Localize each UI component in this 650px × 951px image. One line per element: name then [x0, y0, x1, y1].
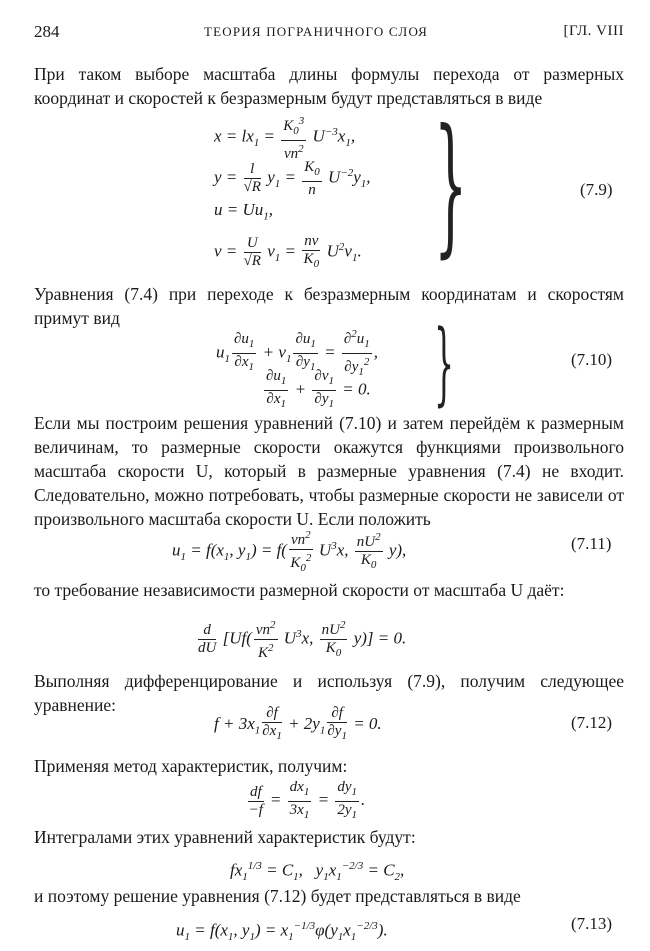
paragraph-5: Выполняя дифференцирование и используя (7.9), получим следующее уравнение: [34, 671, 624, 715]
eq-7-11-number: (7.11) [571, 534, 612, 553]
paragraph-4: то требование независимости размерной скорости от масштаба U даёт: [34, 580, 565, 600]
paragraph-3: Если мы построим решения уравнений (7.10) и затем перейдём к размерным величинам, то размерные скорости окажутся функциями произвольного масштаба скорости U, который в размерные уравнения (7.4) не входит. Следовательно, можно потребовать, чтобы размерные скорости не зависели от произвольного масштаба скорости U. Если положить [34, 413, 624, 529]
eq-7-10-brace: } [434, 311, 455, 416]
paragraph-2: Уравнения (7.4) при переходе к безразмерным координатам и скоростям примут вид [34, 284, 624, 328]
equation-independence: $\frac{d}{dU}$ [Uf( $\frac{\nu n^2}{K^2}$ $U^3x$, $\frac{nU^2}{K_0}$ y)] = 0. [198, 619, 407, 662]
eq-7-9-y: y = $\frac{l}{√R}$ $y_1$ = $\frac{K_0}{n}$ $U^{-2}y_1$, [214, 158, 371, 198]
equation-7-12: $f + 3x_1$ $\frac{\partial f}{\partial x_1}$ + $2y_1$ $\frac{\partial f}{\partial y_1}$ = 0. [214, 705, 382, 743]
equation-7-11: $u_1 = f(x_1$, $y_1) = f$( $\frac{\nu n^2}{K_0^2}$ $U^3x$, $\frac{nU^2}{K_0}$ y), [172, 528, 407, 574]
equation-characteristics: $\frac{df}{-f}$ = $\frac{dx_1}{3x_1}$ = $\frac{dy_1}{2y_1}$ . [248, 778, 366, 821]
equation-integrals: $fx_1^{1/3} = C_1$, $y_1x_1^{-2/3} = C_2$, [230, 860, 405, 884]
eq-7-9-u: $u = Uu_1$, [214, 200, 273, 223]
eq-7-9-number: (7.9) [580, 180, 613, 199]
eq-7-10-number: (7.10) [571, 350, 613, 369]
eq-7-9-v: v = $\frac{U}{√R}$ $v_1$ = $\frac{n\nu}{K_0}$ $U^2v_1$. [214, 232, 362, 270]
eq-7-9-x: $x = lx_1$ = $\frac{K_0^3}{\nu n^2}$ $U^{-3}x_1$, [214, 114, 356, 162]
page-number: 284 [34, 22, 60, 41]
running-title: ТЕОРИЯ ПОГРАНИЧНОГО СЛОЯ [204, 24, 428, 39]
eq-7-12-number: (7.12) [571, 713, 613, 732]
equation-7-13: $u_1 = f(x_1$, $y_1) = x_1^{-1/3}\varphi(y_1x_1^{-2/3})$. [176, 920, 388, 944]
paragraph-1: При таком выборе масштаба длины формулы перехода от размерных координат и скоростей к безразмерным будут представляться в виде [34, 64, 624, 108]
paragraph-7: Интегралами этих уравнений характеристик будут: [34, 827, 416, 847]
equation-7-9 [214, 112, 434, 268]
paragraph-8: и поэтому решение уравнения (7.12) будет представляться в виде [34, 886, 521, 906]
paragraph-6: Применяя метод характеристик, получим: [34, 756, 348, 776]
eq-7-13-number: (7.13) [571, 914, 613, 933]
equation-7-10: $u_1$ $\frac{\partial u_1}{\partial x_1}$ + $v_1$ $\frac{\partial u_1}{\partial y_1}$ = $\frac{\partial^2u_1}{\partial y_1^2}$ , $\frac{\partial u_1}{\partial x_1}$ + $\frac{\partial v_1}{\partial y_1}$ = 0. [216, 328, 379, 410]
chapter-label: [ГЛ. VIII [563, 23, 624, 39]
eq-7-9-brace: } [434, 98, 468, 272]
page-header [34, 22, 624, 46]
